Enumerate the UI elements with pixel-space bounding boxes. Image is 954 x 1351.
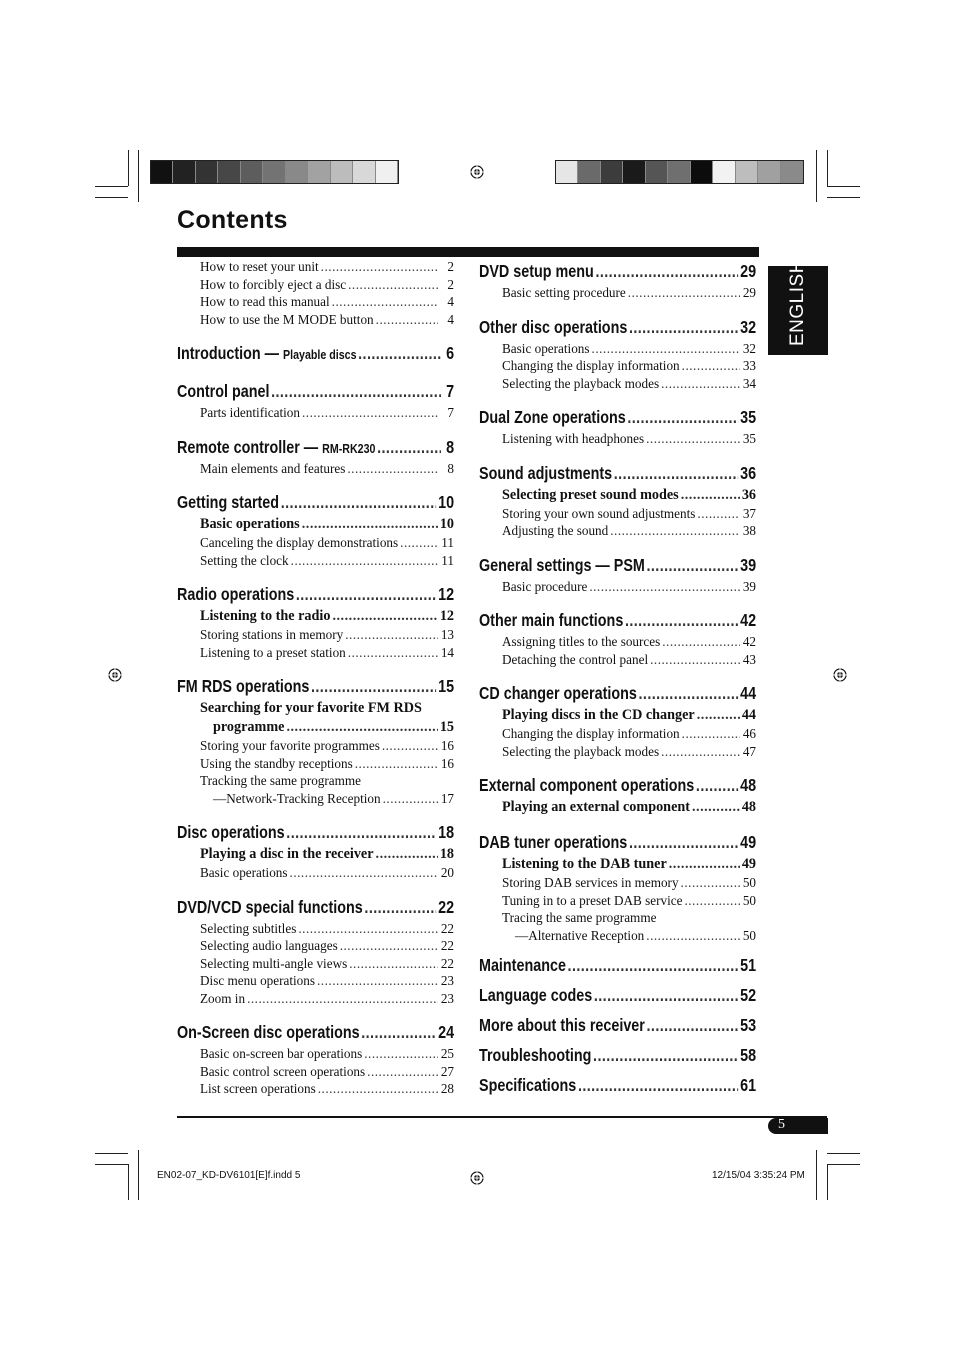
color-swatch [241,161,263,183]
toc-item[interactable]: Basic operations ..... 32 [479,340,756,358]
toc-item[interactable]: Selecting the playback modes ..... 47 [479,743,756,761]
color-swatch [196,161,218,183]
color-swatch [556,161,578,183]
color-swatch [781,161,803,183]
toc-item[interactable]: Listening to the radio ..... 12 [177,607,454,626]
toc-item[interactable]: Assigning titles to the sources ..... 42 [479,633,756,651]
color-swatch [623,161,645,183]
toc-section-dab-tuner-operations[interactable]: DAB tuner operations ..... 49 [479,829,756,855]
color-swatch [353,161,375,183]
toc-section-disc-operations[interactable]: Disc operations ..... 18 [177,819,454,845]
toc-item[interactable]: Listening to a preset station ..... 14 [177,644,454,662]
toc-section-language-codes[interactable]: Language codes ..... 52 [479,982,756,1008]
toc-item[interactable]: Adjusting the sound ..... 38 [479,522,756,540]
toc-section-getting-started[interactable]: Getting started ..... 10 [177,489,454,515]
crop-mark [128,150,129,186]
toc-section-sound-adjustments[interactable]: Sound adjustments ..... 36 [479,460,756,486]
toc-item-line: Searching for your favorite FM RDS [200,700,422,716]
toc-item[interactable]: Setting the clock ..... 11 [177,552,454,570]
toc-item[interactable]: Selecting audio languages ..... 22 [177,937,454,955]
toc-section-dvd-vcd-special-functions[interactable]: DVD/VCD special functions ..... 22 [177,894,454,920]
crop-mark [138,150,139,202]
toc-column-left [177,258,454,1098]
toc-item[interactable]: How to use the M MODE button ..... 4 [177,311,454,329]
toc-item[interactable]: Storing your favorite programmes ..... 16 [177,737,454,755]
footer-rule [177,1116,827,1118]
toc-item[interactable]: —Network-Tracking Reception ..... 17 [177,790,454,808]
toc-item[interactable]: List screen operations ..... 28 [177,1080,454,1098]
toc-section-maintenance[interactable]: Maintenance ..... 51 [479,952,756,978]
toc-section-cd-changer-operations[interactable]: CD changer operations ..... 44 [479,680,756,706]
crop-mark [95,186,128,187]
toc-item[interactable]: How to read this manual ..... 4 [177,293,454,311]
registration-mark-icon [833,668,847,682]
color-swatch [286,161,308,183]
toc-item[interactable]: Selecting subtitles ..... 22 [177,920,454,938]
crop-mark [138,1150,139,1200]
color-swatch [173,161,195,183]
toc-section-control-panel[interactable]: Control panel ..... 7 [177,378,454,404]
registration-mark-icon [108,668,122,682]
toc-item-line: Tracing the same programme [502,910,657,925]
toc-item[interactable]: programme ..... 15 [177,718,454,737]
color-swatch [218,161,240,183]
toc-item[interactable]: Listening to the DAB tuner ..... 49 [479,855,756,874]
color-swatch [758,161,780,183]
toc-section-remote-controller[interactable]: Remote controller — RM-RK230 ..... 8 [177,434,454,460]
crop-mark [827,1164,860,1165]
toc-section-other-main-functions[interactable]: Other main functions ..... 42 [479,607,756,633]
color-swatch [668,161,690,183]
crop-mark [816,150,817,202]
toc-section-dvd-setup-menu[interactable]: DVD setup menu ..... 29 [479,258,756,284]
toc-item[interactable]: Listening with headphones ..... 35 [479,430,756,448]
footer-timestamp: 12/15/04 3:35:24 PM [712,1170,805,1181]
footer-file-info: EN02-07_KD-DV6101[E]f.indd 5 [157,1170,301,1181]
toc-section-fm-rds-operations[interactable]: FM RDS operations ..... 15 [177,673,454,699]
toc-item[interactable]: Playing an external component ..... 48 [479,798,756,817]
crop-mark [827,1153,860,1154]
toc-item[interactable]: How to reset your unit ..... 2 [177,258,454,276]
registration-mark-icon [470,165,484,179]
toc-item[interactable]: Changing the display information ..... 46 [479,725,756,743]
registration-mark-icon [470,1171,484,1185]
page-title: Contents [177,206,288,234]
color-calibration-bar-right [555,160,804,184]
crop-mark [95,197,128,198]
toc-section-external-component-operations[interactable]: External component operations ..... 48 [479,772,756,798]
toc-section-specifications[interactable]: Specifications ..... 61 [479,1072,756,1098]
crop-mark [827,150,828,186]
color-swatch [263,161,285,183]
language-tab [768,259,828,355]
page-number-badge [768,1118,828,1134]
toc-item[interactable]: Storing your own sound adjustments ..... 37 [479,505,756,523]
toc-item[interactable]: Zoom in ..... 23 [177,990,454,1008]
toc-item[interactable]: Tuning in to a preset DAB service ..... 50 [479,892,756,910]
toc-item[interactable]: Main elements and features ..... 8 [177,460,454,478]
crop-mark [827,1164,828,1200]
toc-item[interactable]: Selecting multi-angle views ..... 22 [177,955,454,973]
toc-item[interactable]: —Alternative Reception ..... 50 [479,927,756,945]
toc-item[interactable]: Selecting preset sound modes ..... 36 [479,486,756,505]
crop-mark [827,197,860,198]
color-swatch [601,161,623,183]
toc-section-general-settings[interactable]: General settings — PSM ..... 39 [479,552,756,578]
toc-item[interactable]: Detaching the control panel ..... 43 [479,651,756,669]
crop-mark [816,1150,817,1200]
toc-section-troubleshooting[interactable]: Troubleshooting ..... 58 [479,1042,756,1068]
color-swatch [713,161,735,183]
toc-item[interactable]: Selecting the playback modes ..... 34 [479,375,756,393]
color-swatch [736,161,758,183]
crop-mark [95,1153,128,1154]
toc-section-on-screen-disc-operations[interactable]: On-Screen disc operations ..... 24 [177,1019,454,1045]
toc-section-introduction[interactable]: Introduction — Playable discs ..... 6 [177,340,454,366]
toc-item[interactable]: Basic on-screen bar operations ..... 25 [177,1045,454,1063]
crop-mark [95,1164,128,1165]
toc-item-line: Tracking the same programme [200,773,362,788]
color-swatch [331,161,353,183]
toc-section-dual-zone-operations[interactable]: Dual Zone operations ..... 35 [479,404,756,430]
color-calibration-bar-left [150,160,399,184]
toc-item[interactable]: Parts identification ..... 7 [177,404,454,422]
toc-item[interactable]: Canceling the display demonstrations ..... 11 [177,534,454,552]
toc-item[interactable]: Basic procedure ..... 39 [479,578,756,596]
toc-item[interactable]: Basic control screen operations ..... 27 [177,1063,454,1081]
toc-item[interactable]: Basic operations ..... 10 [177,515,454,534]
title-rule [177,247,759,257]
toc-item[interactable]: How to forcibly eject a disc ..... 2 [177,276,454,294]
color-swatch [578,161,600,183]
toc-column-right [479,258,756,1098]
color-swatch [376,161,398,183]
toc-item[interactable]: Playing a disc in the receiver ..... 18 [177,845,454,864]
crop-mark [827,186,860,187]
toc-item[interactable]: Changing the display information ..... 33 [479,357,756,375]
color-swatch [308,161,330,183]
toc-item[interactable]: Basic operations ..... 20 [177,864,454,882]
toc-section-more-about-this-receiver[interactable]: More about this receiver ..... 53 [479,1012,756,1038]
toc-item[interactable]: Disc menu operations ..... 23 [177,972,454,990]
color-swatch [151,161,173,183]
color-swatch [646,161,668,183]
language-tab-label: ENGLISH [787,259,808,346]
page-number: 5 [778,1117,785,1132]
toc-item[interactable]: Using the standby receptions ..... 16 [177,755,454,773]
toc-section-other-disc-operations[interactable]: Other disc operations ..... 32 [479,314,756,340]
toc-item[interactable]: Basic setting procedure ..... 29 [479,284,756,302]
toc-item[interactable]: Storing DAB services in memory ..... 50 [479,874,756,892]
toc-item[interactable]: Playing discs in the CD changer ..... 44 [479,706,756,725]
crop-mark [128,1164,129,1200]
toc-item[interactable]: Storing stations in memory ..... 13 [177,626,454,644]
toc-section-radio-operations[interactable]: Radio operations ..... 12 [177,581,454,607]
color-swatch [691,161,713,183]
